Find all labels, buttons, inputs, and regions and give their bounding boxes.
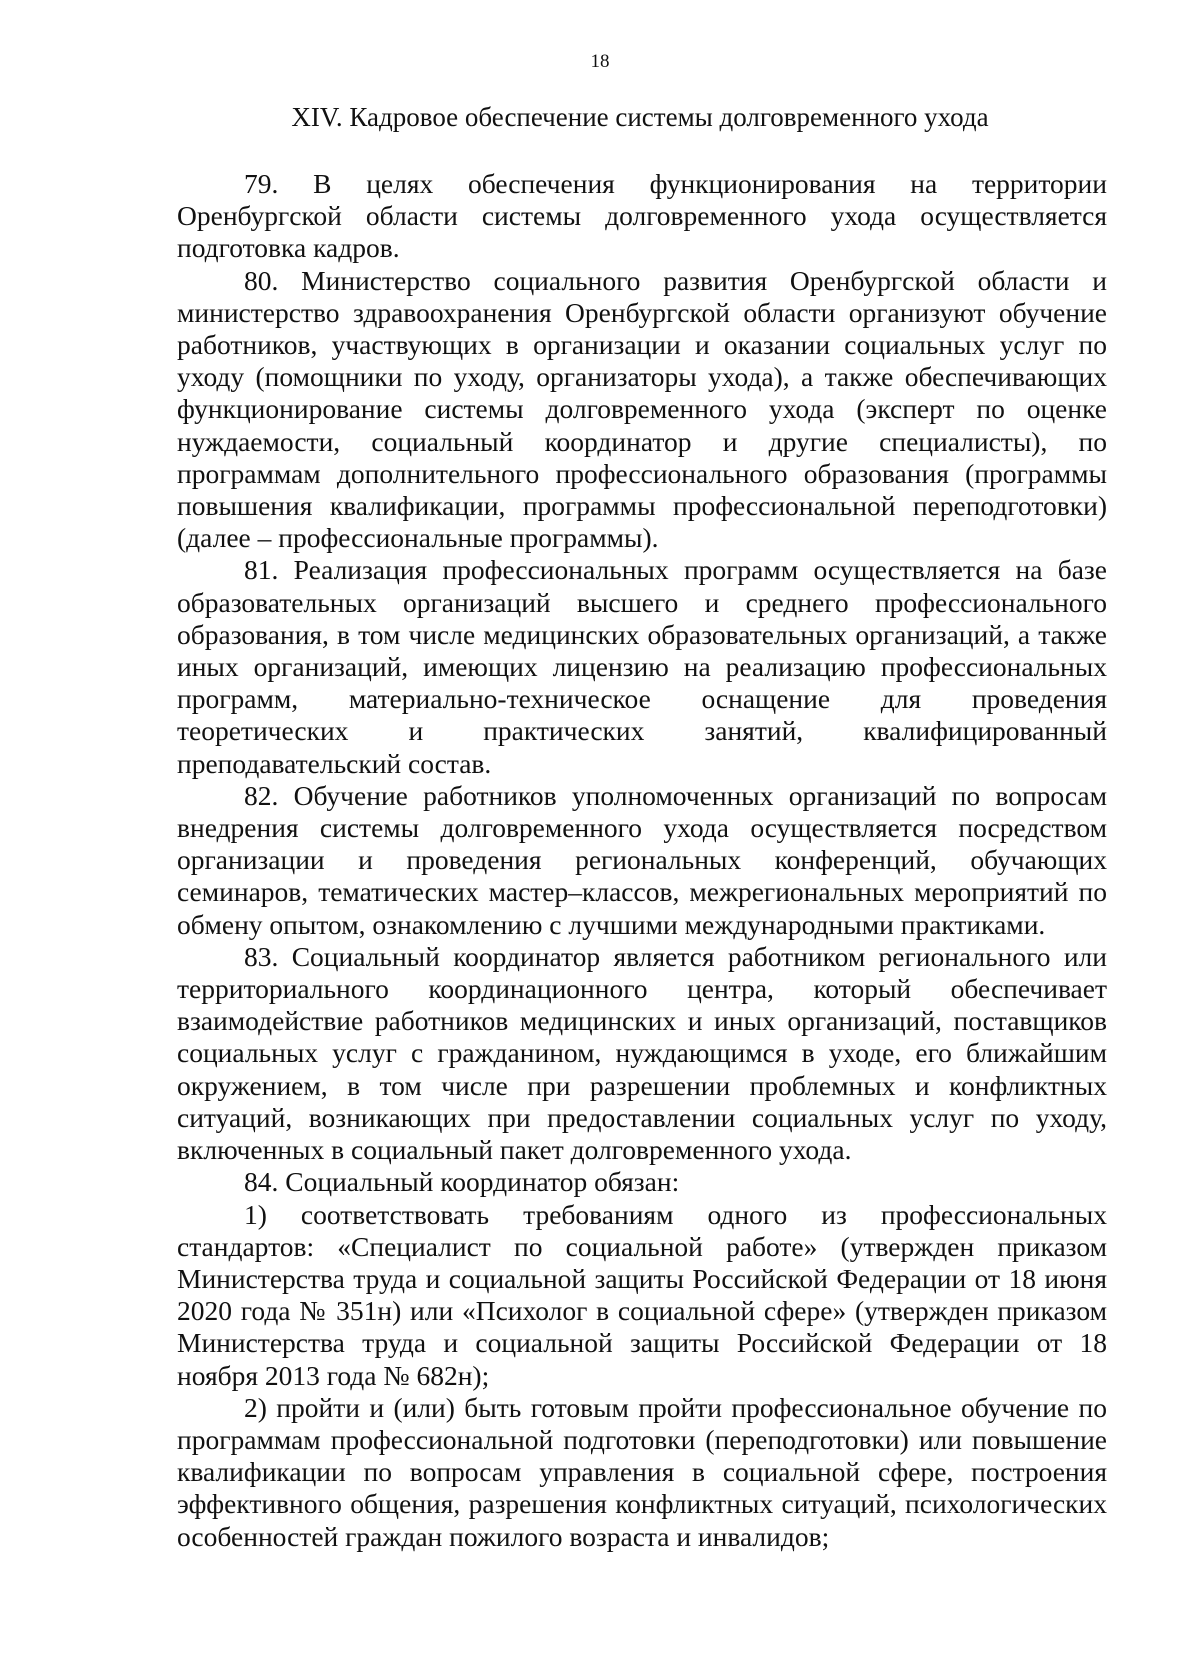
paragraph-84: 84. Социальный координатор обязан:	[244, 1166, 680, 1198]
page-number: 18	[590, 51, 610, 72]
document-body	[177, 168, 1107, 1553]
paragraph-80: 80. Министерство социального развития Оренбургской области и министерство здравоохранения Оренбургской области организуют обучение работников, участвующих в организации и оказании социальных услуг по уходу (помощники по уходу, организаторы ухода), а также обеспечивающих функционирование системы долговременного ухода (эксперт по оценке нуждаемости, социальный координатор и другие специалисты), по программам дополнительного профессионального образования (программы повышения квалификации, программы профессиональной переподготовки) (далее – профессиональные программы).	[177, 264, 1107, 554]
list-item-2: 2) пройти и (или) быть готовым пройти профессиональное обучение по программам профессиональной подготовки (переподготовки) или повышение квалификации по вопросам управления в социальной сфере, построения эффективного общения, разрешения конфликтных ситуаций, психологических особенностей граждан пожилого возраста и инвалидов;	[177, 1391, 1107, 1552]
list-item-1: 1) соответствовать требованиям одного из профессиональных стандартов: «Специалист по социальной работе» (утвержден приказом Министерства труда и социальной защиты Российской Федерации от 18 июня 2020 года № 351н) или «Психолог в социальной сфере» (утвержден приказом Министерства труда и социальной защиты Российской Федерации от 18 ноября 2013 года № 682н);	[177, 1198, 1107, 1391]
paragraph-81: 81. Реализация профессиональных программ осуществляется на базе образовательных организаций высшего и среднего профессионального образования, в том числе медицинских образовательных организаций, а также иных организаций, имеющих лицензию на реализацию профессиональных программ, материально-техническое оснащение для проведения теоретических и практических занятий, квалифицированный преподавательский состав.	[177, 554, 1107, 779]
paragraph-83: 83. Социальный координатор является работником регионального или территориального координационного центра, который обеспечивает взаимодействие работников медицинских и иных организаций, поставщиков социальных услуг с гражданином, нуждающимся в уходе, его ближайшим окружением, в том числе при разрешении проблемных и конфликтных ситуаций, возникающих при предоставлении социальных услуг по уходу, включенных в социальный пакет долговременного ухода.	[177, 940, 1107, 1166]
paragraph-82: 82. Обучение работников уполномоченных организаций по вопросам внедрения системы долговременного ухода осуществляется посредством организации и проведения региональных конференций, обучающих семинаров, тематических мастер–классов, межрегиональных мероприятий по обмену опытом, ознакомлению с лучшими международными практиками.	[177, 779, 1107, 940]
section-title: XIV. Кадровое обеспечение системы долговременного ухода	[291, 102, 989, 132]
paragraph-79: 79. В целях обеспечения функционирования на территории Оренбургской области системы долговременного ухода осуществляется подготовка кадров.	[177, 168, 1107, 264]
